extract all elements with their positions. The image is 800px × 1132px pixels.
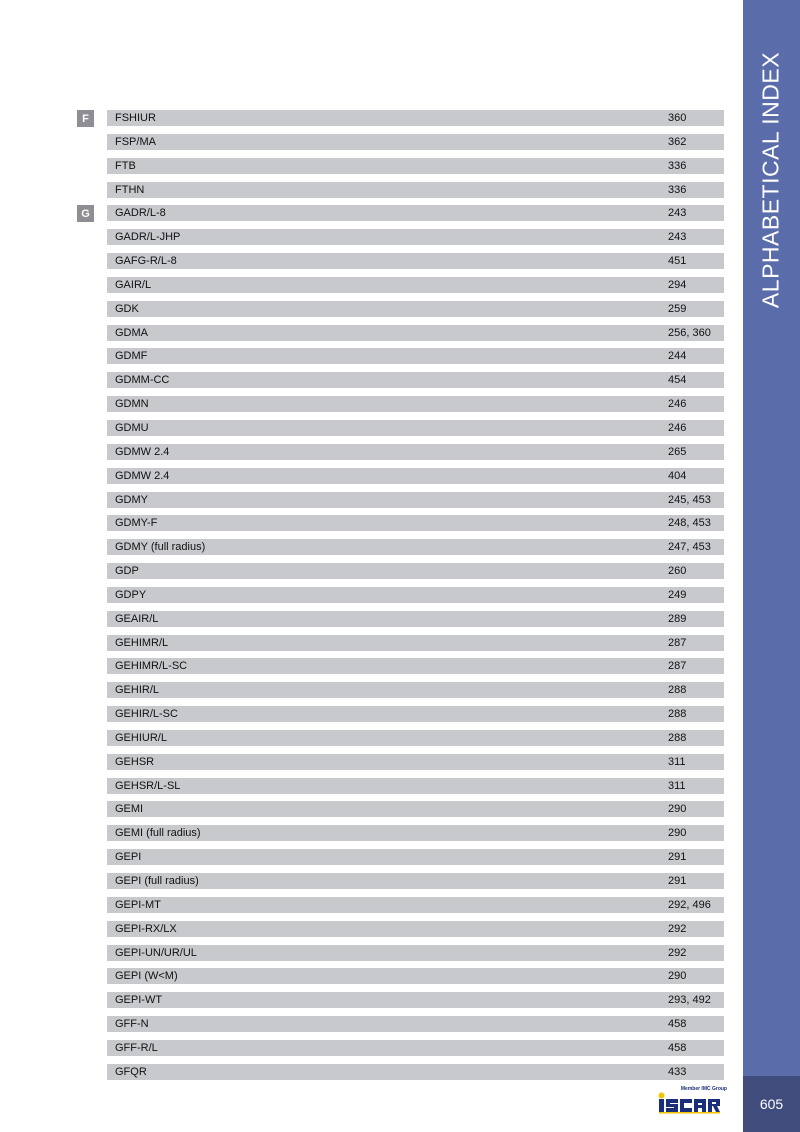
index-page: 260 [668, 565, 687, 578]
index-code: GEMI (full radius) [115, 827, 201, 840]
index-page: 336 [668, 159, 687, 172]
index-row [107, 801, 724, 817]
index-page: 292, 496 [668, 898, 711, 911]
index-code: FTB [115, 159, 136, 172]
index-page: 458 [668, 1018, 687, 1031]
page-number: 605 [759, 1096, 784, 1112]
index-row [107, 706, 724, 722]
index-row [107, 444, 724, 460]
index-row [107, 992, 724, 1008]
index-page: 288 [668, 708, 687, 721]
index-row [107, 301, 724, 317]
index-page: 291 [668, 851, 687, 864]
index-page: 287 [668, 636, 687, 649]
index-code: GDMF [115, 350, 148, 363]
index-code: GEHIR/L [115, 684, 160, 697]
index-page: 243 [668, 207, 687, 220]
index-code: GADR/L-JHP [115, 231, 181, 244]
index-row [107, 325, 724, 341]
iscar-logo [657, 1086, 727, 1114]
index-row [107, 873, 724, 889]
index-row [107, 921, 724, 937]
index-code: FSHIUR [115, 112, 156, 124]
index-row [107, 468, 724, 484]
index-list [107, 110, 724, 1088]
index-row [107, 635, 724, 651]
index-page: 288 [668, 731, 687, 744]
index-code: GEMI [115, 803, 144, 816]
index-row [107, 658, 724, 674]
index-row [107, 825, 724, 841]
index-row [107, 539, 724, 555]
index-row [107, 849, 724, 865]
index-code: GEPI (W<M) [115, 970, 178, 983]
index-code: GEHIMR/L [115, 636, 169, 649]
index-page: 244 [668, 350, 687, 363]
index-row [107, 205, 724, 221]
sidebar [743, 0, 800, 1132]
index-row [107, 134, 724, 150]
index-code: GDP [115, 565, 139, 578]
index-page: 458 [668, 1041, 687, 1054]
index-code: GAIR/L [115, 278, 152, 291]
index-code: GEPI-WT [115, 994, 163, 1007]
section-letter-f: F [77, 110, 94, 127]
index-page: 454 [668, 374, 687, 387]
index-row [107, 1040, 724, 1056]
index-code: GDMY-F [115, 517, 158, 530]
index-page: 288 [668, 684, 687, 697]
index-page: 336 [668, 183, 687, 196]
index-row [107, 158, 724, 174]
index-code: GEAIR/L [115, 612, 159, 625]
index-code: GEPI-RX/LX [115, 922, 177, 935]
index-row [107, 372, 724, 388]
index-page: 433 [668, 1065, 687, 1078]
index-page: 311 [668, 779, 686, 792]
index-code: GDMU [115, 421, 149, 434]
index-code: GEHIMR/L-SC [115, 660, 188, 673]
index-page: 249 [668, 588, 687, 601]
index-row [107, 563, 724, 579]
index-page: 404 [668, 469, 687, 482]
index-page: 290 [668, 827, 687, 840]
index-code: GEHSR [115, 755, 155, 768]
index-code: GEPI-UN/UR/UL [115, 946, 197, 959]
index-row [107, 611, 724, 627]
index-row [107, 229, 724, 245]
index-code: GDMW 2.4 [115, 445, 170, 458]
index-row [107, 587, 724, 603]
index-code: GFQR [115, 1065, 147, 1078]
index-page: 243 [668, 231, 687, 244]
index-row [107, 253, 724, 269]
index-code: GDMW 2.4 [115, 469, 170, 482]
index-page: 246 [668, 398, 687, 411]
index-page: 311 [668, 755, 686, 768]
index-row [107, 1064, 724, 1080]
index-row [107, 182, 724, 198]
index-row [107, 730, 724, 746]
index-page: 245, 453 [668, 493, 711, 506]
index-row [107, 277, 724, 293]
index-code: GDMM-CC [115, 374, 170, 387]
index-code: GFF-N [115, 1018, 149, 1031]
index-code: GFF-R/L [115, 1041, 158, 1054]
index-code: GEHSR/L-SL [115, 779, 181, 792]
index-code: GEPI (full radius) [115, 875, 199, 887]
index-page: 362 [668, 135, 687, 148]
index-row [107, 682, 724, 698]
index-page: 287 [668, 660, 687, 673]
index-row [107, 945, 724, 961]
index-code: GDMY (full radius) [115, 541, 206, 554]
index-page: 256, 360 [668, 326, 711, 339]
index-row [107, 396, 724, 412]
index-row [107, 968, 724, 984]
index-code: GAFG-R/L-8 [115, 255, 177, 268]
index-row [107, 754, 724, 770]
index-row [107, 492, 724, 508]
index-row [107, 420, 724, 436]
index-row [107, 348, 724, 364]
index-page: 293, 492 [668, 994, 711, 1007]
index-code: GDMY [115, 493, 148, 506]
index-page: 291 [668, 875, 687, 887]
index-page: 294 [668, 278, 687, 291]
index-row [107, 515, 724, 531]
index-code: GEHIR/L-SC [115, 708, 178, 721]
index-page: 247, 453 [668, 541, 711, 554]
page-number-box [743, 1076, 800, 1132]
index-code: FTHN [115, 183, 145, 196]
index-page: 360 [668, 112, 687, 124]
index-page: 292 [668, 946, 687, 959]
index-code: GDMN [115, 398, 149, 411]
index-code: FSP/MA [115, 135, 156, 148]
index-row [107, 897, 724, 913]
index-code: GADR/L-8 [115, 207, 166, 220]
index-page: 292 [668, 922, 687, 935]
index-page: 289 [668, 612, 687, 625]
index-row [107, 1016, 724, 1032]
iscar-wordmark-icon [657, 1091, 727, 1114]
logo-tagline: Member IMC Group [680, 1086, 727, 1092]
index-row [107, 778, 724, 794]
index-code: GEHIUR/L [115, 731, 167, 744]
section-title: ALPHABETICAL INDEX [757, 51, 784, 309]
index-page: 290 [668, 803, 687, 816]
section-letter-g: G [77, 205, 94, 222]
index-code: GDPY [115, 588, 147, 601]
index-page: 451 [668, 255, 687, 268]
index-page: 290 [668, 970, 687, 983]
index-page: 259 [668, 302, 687, 315]
index-code: GEPI [115, 851, 142, 864]
index-code: GDMA [115, 326, 148, 339]
index-page: 248, 453 [668, 517, 711, 530]
index-page: 265 [668, 445, 687, 458]
index-code: GEPI-MT [115, 898, 161, 911]
index-row [107, 110, 724, 126]
index-page: 246 [668, 421, 687, 434]
index-code: GDK [115, 302, 139, 315]
